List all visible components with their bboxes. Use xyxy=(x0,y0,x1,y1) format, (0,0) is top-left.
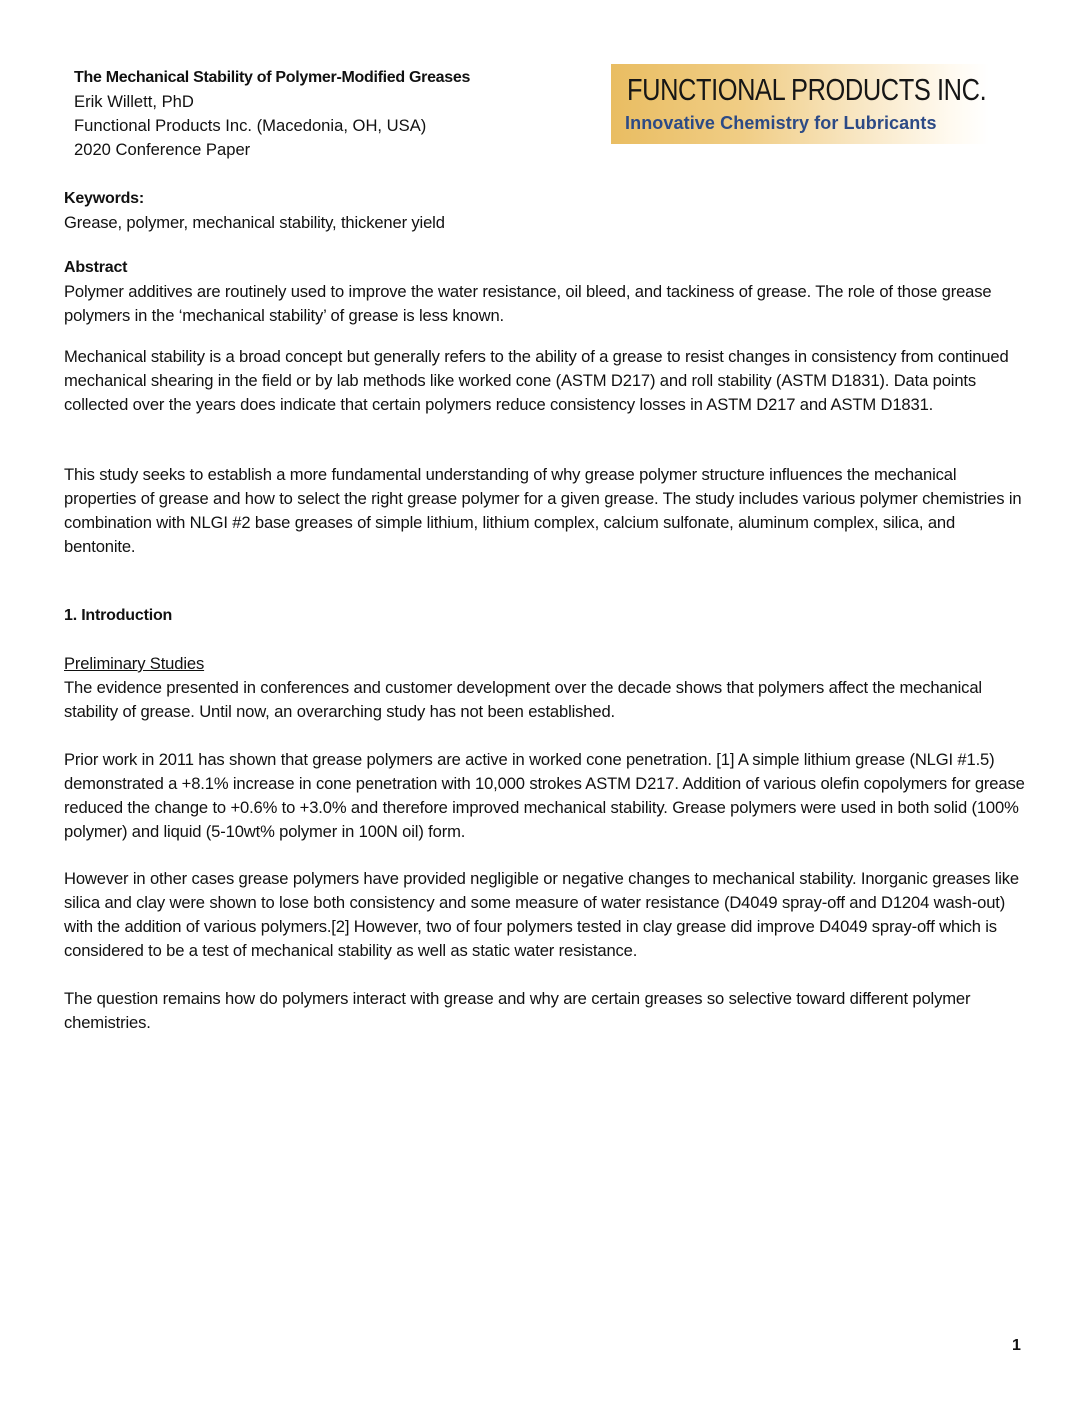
abstract-section xyxy=(64,256,1029,328)
intro-paragraph: However in other cases grease polymers have provided negligible or negative changes to mechanical stability. Inorganic greases like silica and clay were shown to lose both consistency and some measure of water resistance (D4049 spray-off and D1204 wash-out) with the addition of various polymers.[2] However, two of four polymers tested in clay grease did improve D4049 spray-off which is considered to be a test of mechanical stability as well as static water resistance. xyxy=(64,869,1019,960)
introduction-heading: 1. Introduction xyxy=(64,607,173,624)
abstract-paragraph: This study seeks to establish a more fundamental understanding of why grease polymer structure influences the mechanical properties of grease and how to select the right grease polymer for a given grease. The study includes various polymer chemistries in combination with NLGI #2 base greases of simple lithium, lithium complex, calcium sulfonate, aluminum complex, silica, and bentonite. xyxy=(64,465,1022,556)
intro-paragraph: The evidence presented in conferences and customer development over the decade shows that polymers affect the mechanical stability of grease. Until now, an overarching study has not been established. xyxy=(64,678,982,721)
page-number: 1 xyxy=(1012,1337,1021,1354)
publication-type: 2020 Conference Paper xyxy=(74,140,251,159)
intro-block-4 xyxy=(64,987,1029,1035)
paper-title: The Mechanical Stability of Polymer-Modified Greases xyxy=(74,69,471,86)
abstract-heading: Abstract xyxy=(64,259,128,276)
abstract-section-3 xyxy=(64,463,1029,559)
intro-block-3 xyxy=(64,867,1029,963)
intro-paragraph: Prior work in 2011 has shown that grease polymers are active in worked cone penetration. [1] A simple lithium grease (NLGI #1.5) demonstrated a +8.1% increase in cone penetration with 10,000 strokes ASTM D217. Addition of various olefin copolymers for grease reduced the change to +0.6% to +3.0% and therefore improved mechanical stability. Grease polymers were used in both solid (100% polymer) and liquid (5-10wt% polymer in 100N oil) form. xyxy=(64,750,1025,841)
logo-tagline: Innovative Chemistry for Lubricants xyxy=(625,113,937,133)
author-name: Erik Willett, PhD xyxy=(74,92,194,111)
keywords-heading: Keywords: xyxy=(64,190,144,207)
preliminary-studies xyxy=(64,652,1029,724)
logo-company-name: FUNCTIONAL PRODUCTS INC. xyxy=(627,72,987,107)
intro-block-2 xyxy=(64,748,1029,844)
keywords-section xyxy=(64,187,1029,235)
abstract-paragraph: Polymer additives are routinely used to improve the water resistance, oil bleed, and tackiness of grease. The role of those grease polymers in the ‘mechanical stability’ of grease is less known. xyxy=(64,282,992,325)
abstract-paragraph: Mechanical stability is a broad concept but generally refers to the ability of a grease to resist changes in consistency from continued mechanical shearing in the field or by lab methods like worked cone (ASTM D217) and roll stability (ASTM D1831). Data points collected over the years does indicate that certain polymers reduce consistency losses in ASTM D217 and ASTM D1831. xyxy=(64,347,1009,414)
company-logo xyxy=(611,64,989,144)
abstract-section-2 xyxy=(64,345,1029,417)
preliminary-studies-heading: Preliminary Studies xyxy=(64,654,205,673)
keywords-text: Grease, polymer, mechanical stability, thickener yield xyxy=(64,213,445,232)
introduction-section xyxy=(64,604,1029,628)
author-affiliation: Functional Products Inc. (Macedonia, OH, USA) xyxy=(74,116,427,135)
paper-header xyxy=(74,66,594,162)
intro-paragraph: The question remains how do polymers interact with grease and why are certain greases so selective toward different polymer chemistries. xyxy=(64,989,971,1032)
